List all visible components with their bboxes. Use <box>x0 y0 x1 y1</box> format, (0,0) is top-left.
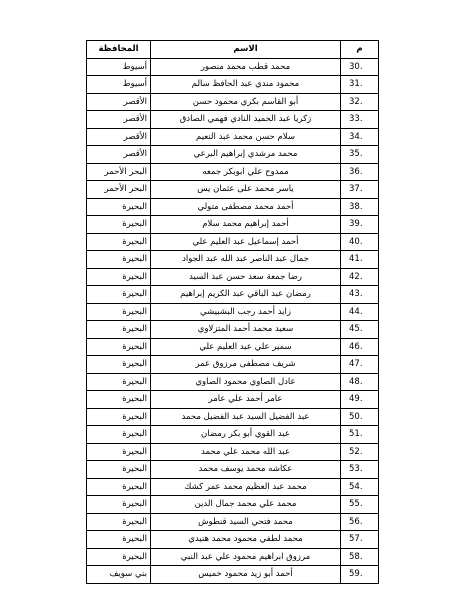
row-number: 49. <box>341 391 379 409</box>
table-row <box>87 58 379 76</box>
row-governorate: البحيرة <box>87 251 151 269</box>
table-row <box>87 566 379 584</box>
table-row <box>87 391 379 409</box>
names-table <box>86 40 379 584</box>
row-number: 58. <box>341 548 379 566</box>
table-row <box>87 478 379 496</box>
header-number: م <box>341 41 379 59</box>
row-number: 53. <box>341 461 379 479</box>
row-name: ممدوح علي ابوبكر جمعه <box>151 163 341 181</box>
row-governorate: البحيرة <box>87 373 151 391</box>
row-number: 48. <box>341 373 379 391</box>
row-governorate: البحيرة <box>87 478 151 496</box>
row-name: زكريا عبد الحميد النادي فهمي الصادق <box>151 111 341 129</box>
row-name: رمضان عبد الباقي عبد الكريم إبراهيم <box>151 286 341 304</box>
row-governorate: البحيرة <box>87 198 151 216</box>
row-governorate: البحيرة <box>87 268 151 286</box>
row-name: عبد الله محمد علي محمد <box>151 443 341 461</box>
row-governorate: الأقصر <box>87 146 151 164</box>
row-name: أحمد إبراهيم محمد سلام <box>151 216 341 234</box>
row-name: أبو القاسم بكري محمود حسن <box>151 93 341 111</box>
row-name: محمد عبد العظيم محمد عمر كشك <box>151 478 341 496</box>
row-number: 35. <box>341 146 379 164</box>
table-row <box>87 76 379 94</box>
row-governorate: البحيرة <box>87 443 151 461</box>
table-header-row <box>87 41 379 59</box>
table-body <box>87 58 379 583</box>
row-number: 31. <box>341 76 379 94</box>
row-number: 34. <box>341 128 379 146</box>
row-number: 36. <box>341 163 379 181</box>
table-row <box>87 163 379 181</box>
row-governorate: البحيرة <box>87 286 151 304</box>
row-number: 39. <box>341 216 379 234</box>
row-number: 52. <box>341 443 379 461</box>
row-name: محمد قطب محمد منصور <box>151 58 341 76</box>
row-name: عادل الصاوي محمود الصاوي <box>151 373 341 391</box>
row-name: مرزوق ابراهيم محمود علي عبد النبي <box>151 548 341 566</box>
table-row <box>87 128 379 146</box>
row-number: 46. <box>341 338 379 356</box>
row-governorate: البحيرة <box>87 321 151 339</box>
table-row <box>87 356 379 374</box>
row-name: أحمد إسماعيل عبد العليم علي <box>151 233 341 251</box>
row-number: 45. <box>341 321 379 339</box>
row-governorate: الأقصر <box>87 93 151 111</box>
row-number: 40. <box>341 233 379 251</box>
row-governorate: البحيرة <box>87 391 151 409</box>
row-number: 56. <box>341 513 379 531</box>
row-governorate: الأقصر <box>87 111 151 129</box>
row-name: رضا جمعة سعد حسن عبد السيد <box>151 268 341 286</box>
row-governorate: البحيرة <box>87 233 151 251</box>
row-governorate: البحيرة <box>87 303 151 321</box>
row-name: محمد فتحي السيد قنطوش <box>151 513 341 531</box>
row-name: ياسر محمد على عثمان يس <box>151 181 341 199</box>
row-name: عبد القوي أبو بكر رمضان <box>151 426 341 444</box>
row-governorate: البحيرة <box>87 356 151 374</box>
row-name: عكاشه محمد يوسف محمد <box>151 461 341 479</box>
table-row <box>87 251 379 269</box>
table-row <box>87 198 379 216</box>
row-governorate: البحر الأحمر <box>87 181 151 199</box>
row-governorate: أسيوط <box>87 76 151 94</box>
row-governorate: الأقصر <box>87 128 151 146</box>
row-number: 44. <box>341 303 379 321</box>
row-governorate: البحيرة <box>87 461 151 479</box>
row-governorate: البحيرة <box>87 216 151 234</box>
table-row <box>87 408 379 426</box>
row-number: 33. <box>341 111 379 129</box>
row-number: 55. <box>341 496 379 514</box>
table-row <box>87 548 379 566</box>
row-number: 50. <box>341 408 379 426</box>
row-number: 37. <box>341 181 379 199</box>
header-name: الاسم <box>151 41 341 59</box>
row-governorate: البحيرة <box>87 338 151 356</box>
table-row <box>87 181 379 199</box>
document-page <box>86 40 378 584</box>
table-row <box>87 233 379 251</box>
row-number: 32. <box>341 93 379 111</box>
row-number: 47. <box>341 356 379 374</box>
row-name: عبد الفضيل السيد عبد الفضيل محمد <box>151 408 341 426</box>
table-row <box>87 373 379 391</box>
row-governorate: البحيرة <box>87 531 151 549</box>
row-name: جمال عبد الناصر عبد الله عبد الجواد <box>151 251 341 269</box>
row-governorate: أسيوط <box>87 58 151 76</box>
row-number: 30. <box>341 58 379 76</box>
row-governorate: بني سويف <box>87 566 151 584</box>
table-row <box>87 461 379 479</box>
row-name: سعيد محمد أحمد المتزلاوي <box>151 321 341 339</box>
row-number: 59. <box>341 566 379 584</box>
row-number: 42. <box>341 268 379 286</box>
table-row <box>87 111 379 129</box>
table-row <box>87 146 379 164</box>
table-row <box>87 496 379 514</box>
row-number: 57. <box>341 531 379 549</box>
row-name: أحمد أبو زيد محمود خميس <box>151 566 341 584</box>
row-name: محمد لطفي محمود محمد هنيدي <box>151 531 341 549</box>
table-row <box>87 531 379 549</box>
row-name: عامر أحمد علي عامر <box>151 391 341 409</box>
table-row <box>87 286 379 304</box>
row-name: سمير علي عبد العليم علي <box>151 338 341 356</box>
table-row <box>87 426 379 444</box>
row-governorate: البحيرة <box>87 408 151 426</box>
row-number: 51. <box>341 426 379 444</box>
row-governorate: البحيرة <box>87 426 151 444</box>
table-row <box>87 268 379 286</box>
row-governorate: البحر الأحمر <box>87 163 151 181</box>
row-number: 41. <box>341 251 379 269</box>
row-governorate: البحيرة <box>87 548 151 566</box>
row-name: سلام حسن محمد عبد النعيم <box>151 128 341 146</box>
table-row <box>87 321 379 339</box>
row-number: 54. <box>341 478 379 496</box>
table-row <box>87 93 379 111</box>
row-name: شريف مصطفى مرزوق عمر <box>151 356 341 374</box>
table-row <box>87 216 379 234</box>
row-number: 43. <box>341 286 379 304</box>
row-name: محمد مرشدي إبراهيم البرعي <box>151 146 341 164</box>
row-governorate: البحيرة <box>87 496 151 514</box>
header-governorate: المحافظة <box>87 41 151 59</box>
row-name: محمود مندي عبد الحافظ سالم <box>151 76 341 94</box>
row-number: 38. <box>341 198 379 216</box>
table-row <box>87 443 379 461</box>
row-name: محمد علي محمد جمال الدين <box>151 496 341 514</box>
row-governorate: البحيرة <box>87 513 151 531</box>
row-name: أحمد محمد مصطفى متولي <box>151 198 341 216</box>
table-row <box>87 338 379 356</box>
row-name: زايد أحمد رجب البشبيشي <box>151 303 341 321</box>
table-row <box>87 513 379 531</box>
table-row <box>87 303 379 321</box>
